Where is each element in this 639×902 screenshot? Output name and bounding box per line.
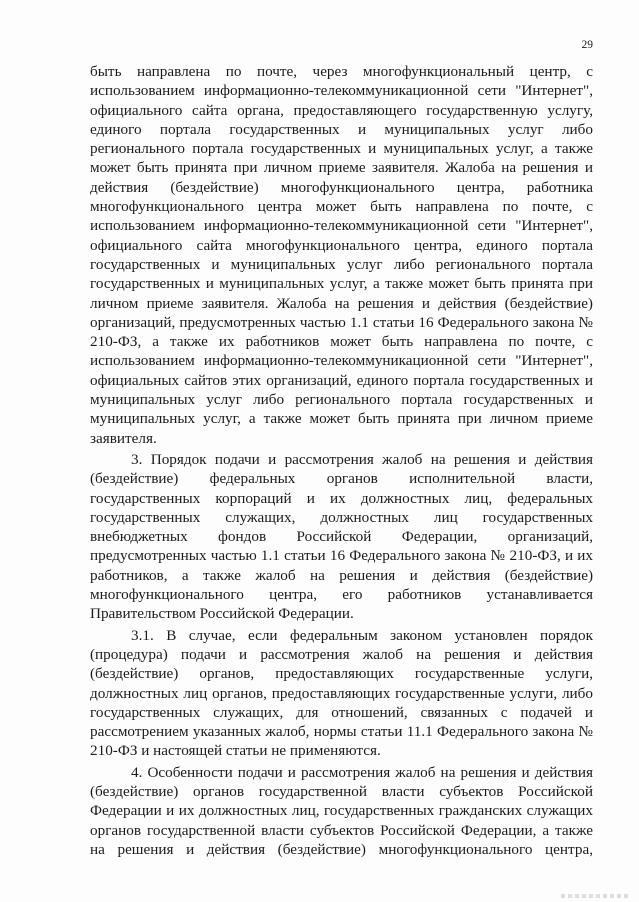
scan-artifact xyxy=(561,894,631,898)
paragraph-4: 4. Особенности подачи и рассмотрения жалоб на решения и действия (бездействие) органов государственной власти субъектов Российской Федерации и их должностных лиц, государственных гражданских служащих органов государственной власти субъектов Российской Федерации, а также на решения и действия (бездействие) многофункционального центра, xyxy=(90,763,593,858)
paragraph-3: 3. Порядок подачи и рассмотрения жалоб на решения и действия (бездействие) федеральных органов исполнительной власти, государственных корпораций и их должностных лиц, федеральных государственных служащих, должностных лиц государственных внебюджетных фондов Российской Федерации, организаций, предусмотренных частью 1.1 статьи 16 Федерального закона № 210-ФЗ, и их работников, а также жалоб на решения и действия (бездействие) многофункционального центра, его работников устанавливается Правительством Российской Федерации. xyxy=(90,450,593,623)
document-body xyxy=(90,62,593,859)
page-number: 29 xyxy=(581,39,593,51)
paragraph-3-1: 3.1. В случае, если федеральным законом установлен порядок (процедура) подачи и рассмотрения жалоб на решения и действия (бездействие) органов, предоставляющих государственные услуги, должностных лиц органов, предоставляющих государственные услуги, либо государственных служащих, для отношений, связанных с подачей и рассмотрением указанных жалоб, нормы статьи 11.1 Федерального закона № 210-ФЗ и настоящей статьи не применяются. xyxy=(90,626,593,760)
paragraph-continuation: быть направлена по почте, через многофункциональный центр, с использованием информационно-телекоммуникационной сети "Интернет", официального сайта органа, предоставляющего государственную услугу, единого портала государственных и муниципальных услуг либо регионального портала государственных и муниципальных услуг, а также может быть принята при личном приеме заявителя. Жалоба на решения и действия (бездействие) многофункционального центра, работника многофункционального центра может быть направлена по почте, с использованием информационно-телекоммуникационной сети "Интернет", официального сайта многофункционального центра, единого портала государственных и муниципальных услуг либо регионального портала государственных и муниципальных услуг, а также может быть принята при личном приеме заявителя. Жалоба на решения и действия (бездействие) организаций, предусмотренных частью 1.1 статьи 16 Федерального закона № 210-ФЗ, а также их работников может быть направлена по почте, с использованием информационно-телекоммуникационной сети "Интернет", официальных сайтов этих организаций, единого портала государственных и муниципальных услуг либо регионального портала государственных и муниципальных услуг, а также может быть принята при личном приеме заявителя. xyxy=(90,63,593,447)
